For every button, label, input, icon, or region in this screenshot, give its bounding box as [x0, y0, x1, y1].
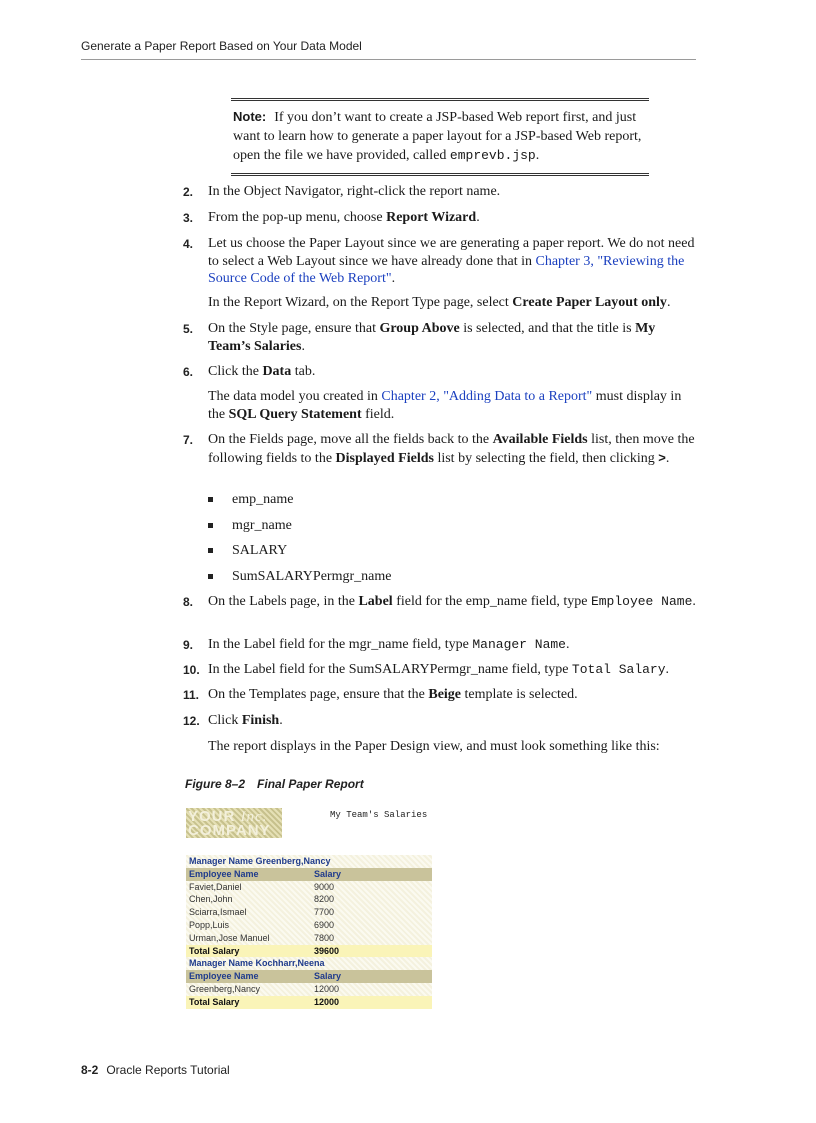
col-employee: Employee Name	[186, 868, 311, 881]
step-3	[183, 209, 696, 227]
figure-number: Figure 8–2	[185, 777, 246, 791]
step-text: On the Fields page, move all the fields back to the	[208, 432, 493, 447]
table-row	[186, 881, 432, 894]
bullet-square-icon	[208, 548, 213, 553]
step-12	[183, 712, 696, 730]
employee-cell: Urman,Jose Manuel	[189, 932, 270, 943]
table-row	[186, 893, 432, 906]
total-row	[186, 945, 432, 958]
step-number: 5.	[183, 322, 194, 336]
total-value: 39600	[311, 945, 432, 958]
step-number: 12.	[183, 714, 200, 728]
report-table	[186, 855, 432, 1009]
col-salary: Salary	[311, 868, 432, 881]
page-number: 8-2	[81, 1063, 99, 1077]
chapter-3-link[interactable]: Chapter 3, "Reviewing the Source Code of the Web Report"	[208, 253, 685, 286]
beige-term: Beige	[428, 687, 462, 702]
employee-name-code: Employee Name	[590, 594, 693, 609]
total-label: Total Salary	[186, 996, 311, 1009]
step-number: 2.	[183, 185, 194, 199]
manager-label: Manager Name Greenberg,Nancy	[189, 856, 331, 866]
total-label: Total Salary	[186, 945, 311, 958]
step-text-mid: field for the emp_name field, type	[392, 594, 591, 609]
step-number: 9.	[183, 638, 194, 652]
step-12-subpara	[208, 738, 696, 756]
report-wizard-term: Report Wizard	[386, 210, 477, 225]
bullet-text: mgr_name	[232, 518, 292, 533]
step-11	[183, 686, 696, 704]
step-text: On the Templates page, ensure that the	[208, 687, 429, 702]
bullet-square-icon	[208, 523, 213, 528]
chapter-2-link[interactable]: Chapter 2, "Adding Data to a Report"	[381, 389, 593, 404]
total-row	[186, 996, 432, 1009]
step-text-end: .	[391, 271, 396, 286]
group-row	[186, 855, 432, 868]
step-5	[183, 320, 696, 355]
employee-cell: Popp,Luis	[189, 919, 230, 930]
table-row	[186, 906, 432, 919]
salary-cell: 7800	[314, 932, 335, 943]
step-text: In the Label field for the mgr_name field, type	[208, 637, 473, 652]
step-number: 3.	[183, 211, 194, 225]
employee-cell: Chen,John	[189, 894, 233, 905]
col-employee: Employee Name	[186, 970, 311, 983]
title-term: My Team’s Salaries	[208, 321, 656, 354]
step-number: 4.	[183, 237, 194, 251]
table-row	[186, 932, 432, 945]
logo-company: COMPANY	[188, 822, 271, 838]
step-text-end: template is selected.	[461, 687, 578, 702]
step-text-end: .	[665, 450, 670, 466]
subpara-text: In the Report Wizard, on the Report Type page, select	[208, 295, 513, 310]
subpara-text-end: field.	[361, 406, 395, 422]
step-text-end: .	[301, 338, 305, 354]
table-row	[186, 983, 432, 996]
step-text-end: .	[665, 662, 670, 677]
step-text-mid: list, then move the following fields to the	[208, 432, 695, 466]
group-row	[186, 957, 432, 970]
total-value: 12000	[311, 996, 432, 1009]
manager-label: Manager Name Kochharr,Neena	[189, 958, 325, 969]
total-salary-code: Total Salary	[571, 662, 666, 677]
note-text	[233, 107, 647, 165]
step-text-end: .	[476, 210, 480, 225]
available-fields-term: Available Fields	[492, 432, 588, 447]
employee-cell: Greenberg,Nancy	[189, 983, 261, 994]
company-logo	[186, 808, 282, 838]
note-label: Note:	[233, 109, 267, 124]
step-text: In the Object Navigator, right-click the report name.	[208, 184, 501, 199]
col-salary: Salary	[311, 970, 432, 983]
running-header: Generate a Paper Report Based on Your Data Model	[81, 39, 362, 53]
finish-term: Finish	[241, 713, 280, 728]
step-text-end: .	[279, 713, 283, 728]
step-number: 11.	[183, 688, 200, 702]
employee-cell: Sciarra,Ismael	[189, 907, 247, 918]
step-8	[183, 593, 696, 611]
subpara-text: The report displays in the Paper Design view, and must look something like this:	[208, 739, 660, 754]
bullet-square-icon	[208, 574, 213, 579]
create-paper-layout-term: Create Paper Layout only	[512, 295, 667, 310]
book-title: Oracle Reports Tutorial	[106, 1063, 230, 1077]
salary-cell: 8200	[314, 894, 335, 905]
step-text-mid: is selected, and that the title is	[459, 321, 636, 336]
step-number: 8.	[183, 595, 194, 609]
bullet-square-icon	[208, 497, 213, 502]
report-figure	[186, 806, 432, 1012]
step-text: In the Label field for the SumSALARYPermgr_name field, type	[208, 662, 572, 677]
step-number: 10.	[183, 663, 200, 677]
bullet-text: SALARY	[232, 543, 288, 558]
subpara-text-end: .	[666, 295, 671, 310]
step-4	[183, 235, 696, 288]
note-box	[231, 98, 649, 176]
step-text-end: tab.	[291, 364, 316, 379]
step-text: Let us choose the Paper Layout since we are generating a paper report. We do not need to select a Web Layout since we have already done that in	[208, 236, 695, 269]
header-rule	[81, 59, 696, 60]
note-filename: emprevb.jsp	[449, 148, 536, 163]
page-footer	[81, 1063, 230, 1077]
figure-caption	[185, 777, 364, 791]
logo-inc: Inc.	[240, 809, 268, 825]
data-tab-term: Data	[262, 364, 292, 379]
note-period: .	[535, 148, 540, 163]
step-text: From the pop-up menu, choose	[208, 210, 387, 225]
step-number: 6.	[183, 365, 194, 379]
step-6-subpara	[208, 388, 696, 423]
step-4-subpara	[208, 294, 696, 312]
step-text-end: .	[565, 637, 570, 652]
step-text: Click	[208, 713, 242, 728]
figure-title: Final Paper Report	[257, 777, 364, 791]
step-text-mid2: list by selecting the field, then clicking	[433, 450, 659, 466]
sql-query-term: SQL Query Statement	[228, 406, 362, 422]
bullet-text: SumSALARYPermgr_name	[232, 569, 392, 584]
subpara-text-mid: must display in the	[208, 389, 682, 422]
arrow-symbol: >	[658, 449, 666, 465]
group-above-term: Group Above	[379, 321, 460, 336]
note-body: If you don’t want to create a JSP-based Web report first, and just want to learn how to generate a paper layout for a JSP-based Web report, open the file we have provided, called	[233, 110, 642, 163]
manager-name-code: Manager Name	[472, 637, 566, 652]
step-6	[183, 363, 696, 381]
salary-cell: 12000	[314, 983, 340, 994]
table-row	[186, 919, 432, 932]
step-9	[183, 636, 696, 654]
salary-cell: 7700	[314, 907, 335, 918]
bullet-text: emp_name	[232, 492, 294, 507]
header-row	[186, 970, 432, 983]
step-text: On the Labels page, in the	[208, 594, 359, 609]
step-2	[183, 183, 696, 201]
salary-cell: 9000	[314, 881, 335, 892]
step-text: Click the	[208, 364, 263, 379]
header-row	[186, 868, 432, 881]
step-10	[183, 661, 696, 679]
step-number: 7.	[183, 433, 194, 447]
report-title: My Team's Salaries	[330, 810, 428, 820]
subpara-text: The data model you created in	[208, 389, 382, 404]
label-term: Label	[358, 594, 393, 609]
step-text: On the Style page, ensure that	[208, 321, 380, 336]
step-text-end: .	[692, 594, 696, 609]
logo-your: YOUR	[188, 808, 236, 825]
employee-cell: Faviet,Daniel	[189, 881, 242, 892]
salary-cell: 6900	[314, 919, 335, 930]
step-7	[183, 431, 696, 467]
displayed-fields-term: Displayed Fields	[335, 450, 434, 466]
